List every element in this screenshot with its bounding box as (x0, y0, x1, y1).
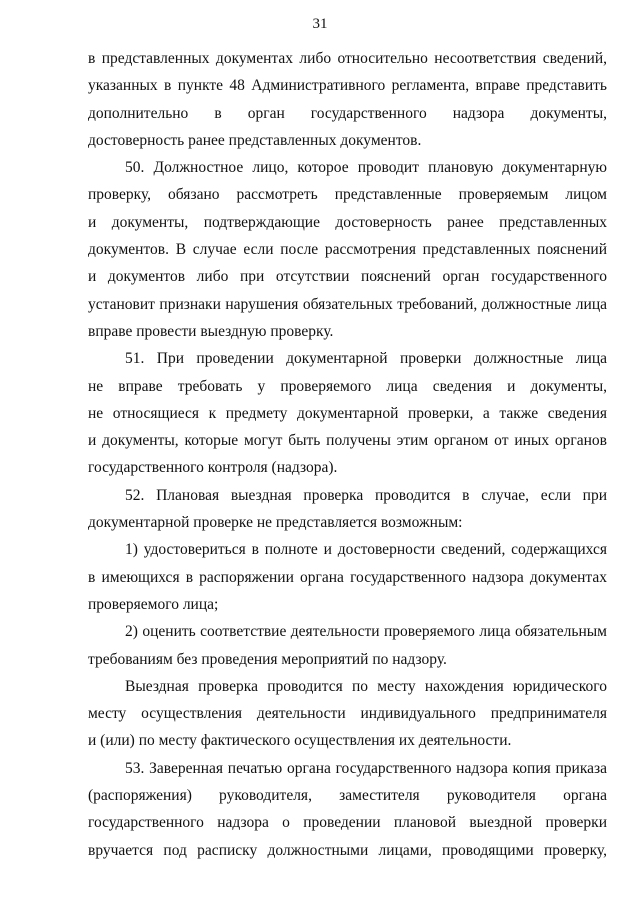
text-line: не вправе требовать у проверяемого лица сведения и документы, (88, 377, 607, 395)
document-body (88, 45, 607, 864)
text-line: указанных в пункте 48 Административного регламента, вправе представить (88, 77, 607, 95)
page-number: 31 (312, 16, 328, 32)
paragraph-first-line: Выездная проверка проводится по месту нахождения юридического (125, 677, 607, 695)
text-line: месту осуществления деятельности индивидуального предпринимателя (88, 705, 607, 723)
paragraph-first-line: 51. При проведении документарной проверки должностные лица (125, 350, 607, 368)
text-line: не относящиеся к предмету документарной проверки, а также сведения (88, 404, 607, 422)
text-line: государственного контроля (надзора). (88, 459, 338, 477)
text-line: государственного надзора о проведении плановой выездной проверки (88, 814, 607, 832)
paragraph-first-line: 2) оценить соответствие деятельности проверяемого лица обязательным (125, 623, 607, 641)
paragraph-first-line: 50. Должностное лицо, которое проводит плановую документарную (125, 159, 607, 177)
paragraph-first-line: 53. Заверенная печатью органа государственного надзора копия приказа (125, 759, 607, 777)
text-line: вправе провести выездную проверку. (88, 322, 334, 340)
text-line: проверку, обязано рассмотреть представленные проверяемым лицом (88, 186, 607, 204)
paragraph-first-line: 1) удостовериться в полноте и достоверности сведений, содержащихся (125, 541, 607, 559)
text-line: установит признаки нарушения обязательных требований, должностные лица (88, 295, 607, 313)
text-line: документов. В случае если после рассмотрения представленных пояснений (88, 241, 607, 259)
text-line: (распоряжения) руководителя, заместителя руководителя органа (88, 787, 607, 805)
text-line: дополнительно в орган государственного надзора документы, (88, 104, 607, 122)
text-line: и документы, которые могут быть получены этим органом от иных органов (88, 432, 607, 450)
paragraph-first-line: 52. Плановая выездная проверка проводится в случае, если при (125, 486, 607, 504)
text-line: и документы, подтверждающие достоверность ранее представленных (88, 213, 607, 231)
text-line: документарной проверке не представляется возможным: (88, 514, 463, 532)
text-line: вручается под расписку должностными лицами, проводящими проверку, (88, 841, 607, 859)
text-line: и (или) по месту фактического осуществления их деятельности. (88, 732, 512, 750)
text-line: требованиям без проведения мероприятий по надзору. (88, 650, 447, 668)
text-line: достоверность ранее представленных документов. (88, 131, 422, 149)
text-line: в имеющихся в распоряжении органа государственного надзора документах (88, 568, 607, 586)
text-line: и документов либо при отсутствии пояснений орган государственного (88, 268, 607, 286)
text-line: в представленных документах либо относительно несоответствия сведений, (88, 50, 607, 67)
text-line: проверяемого лица; (88, 595, 219, 613)
